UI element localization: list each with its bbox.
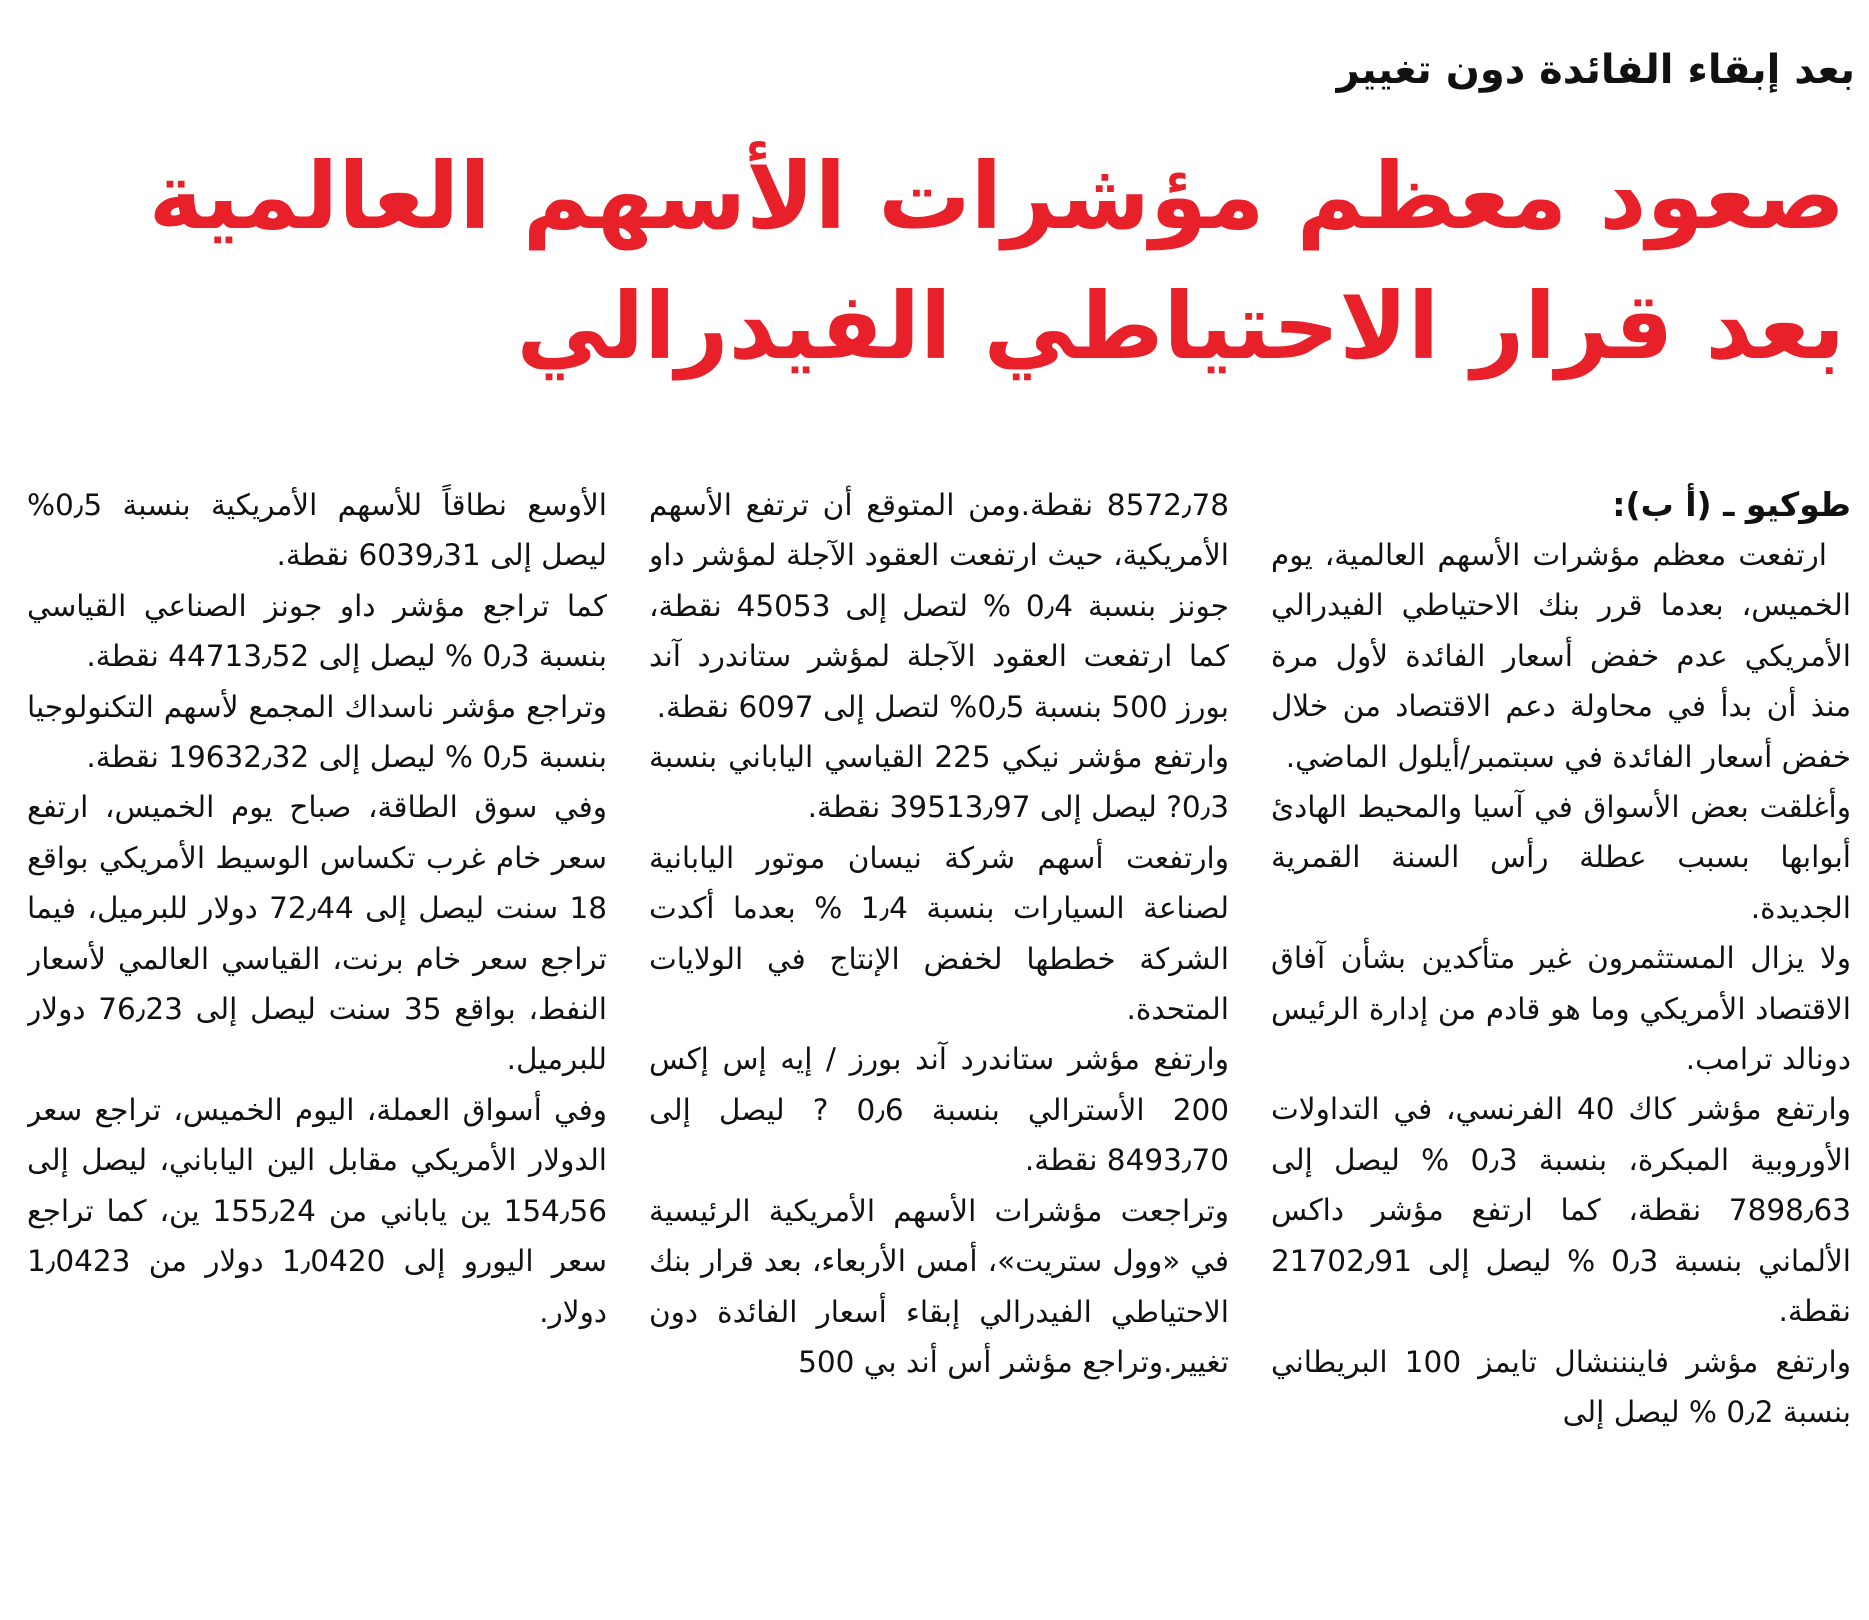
article-column-3 [27, 480, 607, 1610]
paragraph: الأوسع نطاقاً للأسهم الأمريكية بنسبة 0٫5% ليصل إلى 6039٫31 نقطة. [27, 488, 607, 573]
article-kicker: بعد إبقاء الفائدة دون تغيير [1336, 47, 1855, 93]
paragraph: وارتفع مؤشر نيكي 225 القياسي الياباني بنسبة 0٫3? ليصل إلى 39513٫97 نقطة. [649, 740, 1229, 825]
paragraph: وأغلقت بعض الأسواق في آسيا والمحيط الهادئ أبوابها بسبب عطلة رأس السنة القمرية الجديدة. [1271, 790, 1851, 925]
paragraph: وفي سوق الطاقة، صباح يوم الخميس، ارتفع سعر خام غرب تكساس الوسيط الأمريكي بواقع 18 سنت ليصل إلى 72٫44 دولار للبرميل، فيما تراجع سعر خام برنت، القياسي العالمي لأسعار النفط، بواقع 35 سنت ليصل إلى 76٫23 دولار للبرميل. [27, 790, 607, 1077]
article-headline: صعود معظم مؤشرات الأسهم العالمية بعد قرار الاحتياطي الفيدرالي [148, 143, 1845, 380]
paragraph: وتراجع مؤشر ناسداك المجمع لأسهم التكنولوجيا بنسبة 0٫5 % ليصل إلى 19632٫32 نقطة. [27, 689, 607, 775]
paragraph: وارتفع مؤشر ستاندرد آند بورز / إيه إس إكس 200 الأسترالي بنسبة 0٫6 ? ليصل إلى 8493٫70 نقطة. [649, 1042, 1229, 1178]
paragraph: وفي أسواق العملة، اليوم الخميس، تراجع سعر الدولار الأمريكي مقابل الين الياباني، ليصل إلى 154٫56 ين ياباني من 155٫24 ين، كما تراجع سعر اليورو إلى 1٫0420 دولار من 1٫0423 دولار. [27, 1092, 607, 1329]
paragraph: وارتفعت أسهم شركة نيسان موتور اليابانية لصناعة السيارات بنسبة 1٫4 % بعدما أكدت الشركة خططها لخفض الإنتاج في الولايات المتحدة. [649, 840, 1229, 1027]
paragraph: ولا يزال المستثمرون غير متأكدين بشأن آفاق الاقتصاد الأمريكي وما هو قادم من إدارة الرئيس دونالد ترامب. [1271, 941, 1851, 1077]
paragraph: وارتفع مؤشر كاك 40 الفرنسي، في التداولات الأوروبية المبكرة، بنسبة 0٫3 % ليصل إلى 7898٫63 نقطة، كما ارتفع مؤشر داكس الألماني بنسبة 0٫3 % ليصل إلى 21702٫91 نقطة. [1271, 1092, 1851, 1329]
article-column-1 [1271, 480, 1851, 1610]
article-dateline: طوكيو ـ (أ ب): [1612, 485, 1851, 524]
paragraph: وارتفع مؤشر فاينننشال تايمز 100 البريطاني بنسبة 0٫2 % ليصل إلى [1271, 1344, 1851, 1429]
article-body [11, 480, 1851, 1610]
paragraph: وتراجعت مؤشرات الأسهم الأمريكية الرئيسية في «وول ستريت»، أمس الأربعاء، بعد قرار بنك الاحتياطي الفيدرالي إبقاء أسعار الفائدة دون تغيير.وتراجع مؤشر أس أند بي 500 [649, 1193, 1229, 1379]
paragraph: ارتفعت معظم مؤشرات الأسهم العالمية، يوم الخميس، بعدما قرر بنك الاحتياطي الفيدرالي الأمريكي عدم خفض أسعار الفائدة لأول مرة منذ أن بدأ في محاولة دعم الاقتصاد من خلال خفض أسعار الفائدة في سبتمبر/أيلول الماضي. [1271, 538, 1851, 774]
paragraph: 8572٫78 نقطة.ومن المتوقع أن ترتفع الأسهم الأمريكية، حيث ارتفعت العقود الآجلة لمؤشر داو جونز بنسبة 0٫4 % لتصل إلى 45053 نقطة، كما ارتفعت العقود الآجلة لمؤشر ستاندرد آند بورز 500 بنسبة 0٫5% لتصل إلى 6097 نقطة. [649, 488, 1229, 724]
article-column-2 [649, 480, 1229, 1610]
paragraph: كما تراجع مؤشر داو جونز الصناعي القياسي بنسبة 0٫3 % ليصل إلى 44713٫52 نقطة. [27, 588, 607, 674]
